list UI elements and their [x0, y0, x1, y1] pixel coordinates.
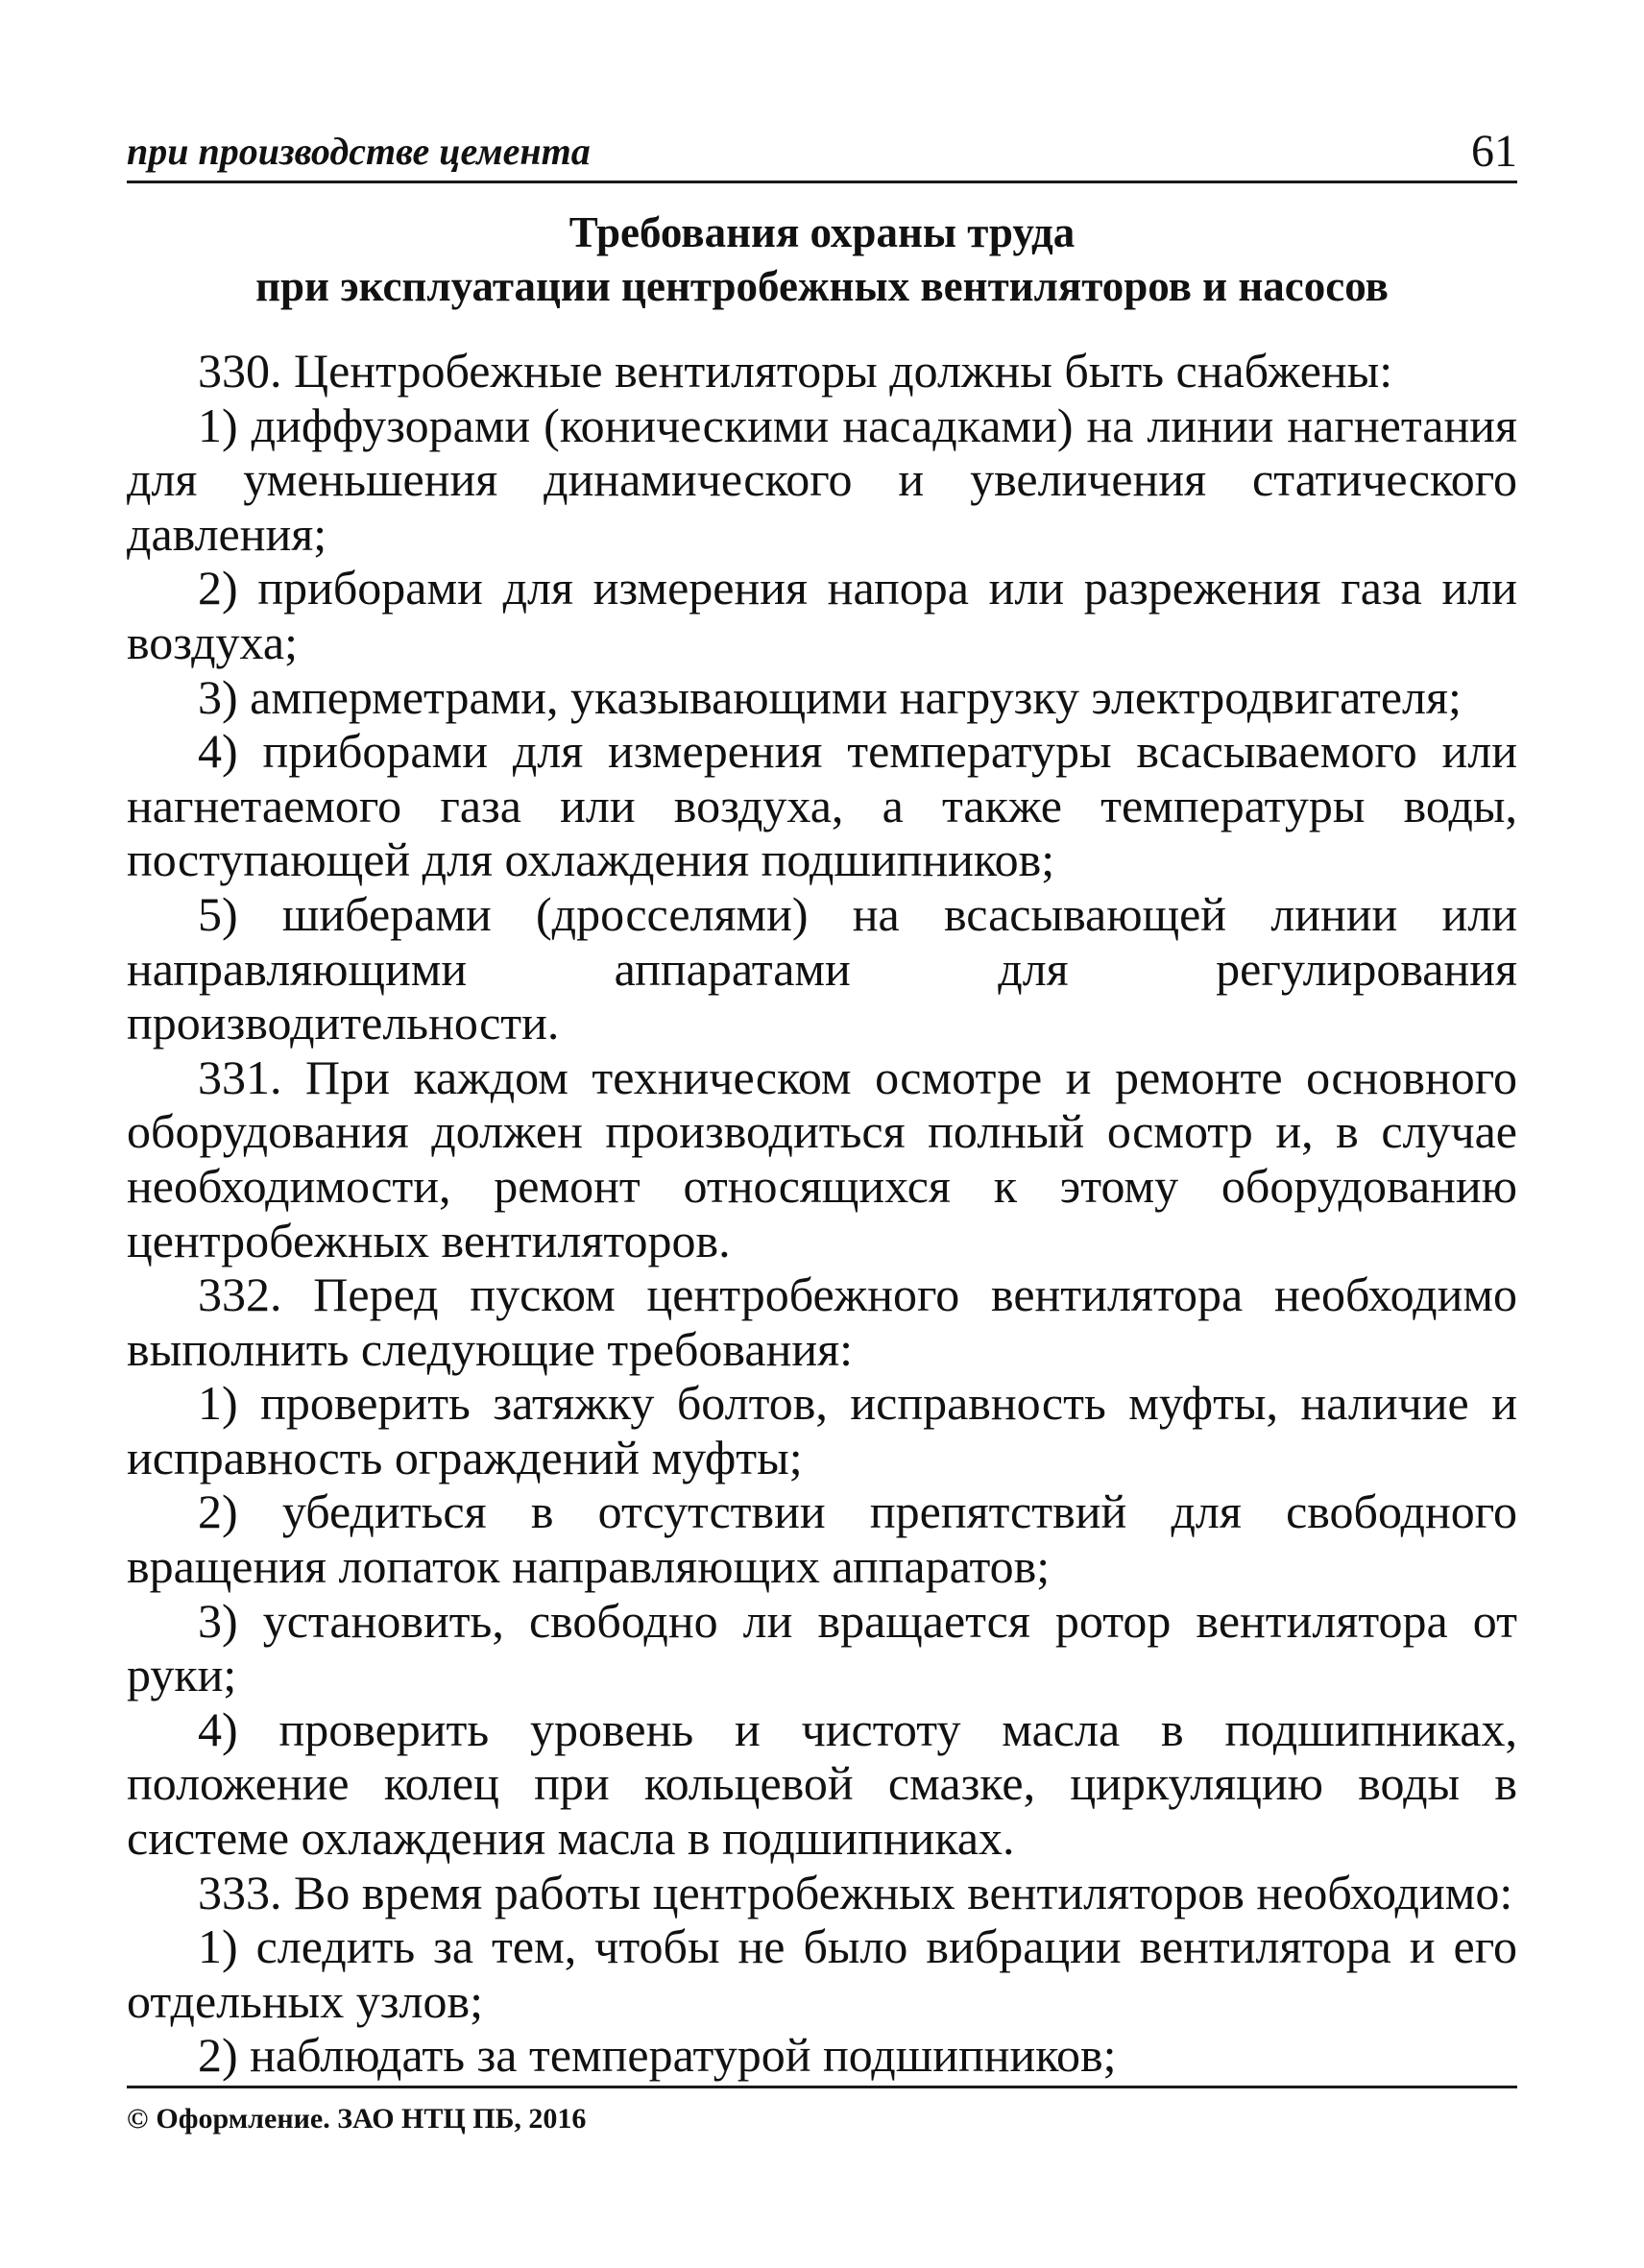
list-item-330-3: 3) амперметрами, указывающими нагрузку электродвигателя; [198, 669, 1462, 724]
list-item-333-2: 2) наблюдать за температурой подшипников; [198, 2028, 1117, 2083]
list-item-332-4: 4) проверить уровень и чистоту масла в подшипниках, положение колец при кольцевой смазке, циркуляцию воды в системе охлаждения масла в подшипниках. [127, 1701, 1517, 1866]
paragraph-330: 330. Центробежные вентиляторы должны быть снабжены: [198, 344, 1393, 398]
section-title [127, 205, 1517, 313]
body-text [127, 344, 1517, 2083]
running-title: при производстве цемента [127, 130, 591, 173]
paragraph-333: 333. Во время работы центробежных вентиляторов необходимо: [198, 1865, 1513, 1919]
list-item-333-1: 1) следить за тем, чтобы не было вибрации вентилятора и его отдельных узлов; [127, 1919, 1517, 2028]
list-item-330-5: 5) шиберами (дросселями) на всасывающей линии или направляющими аппаратами для регулирования производительности. [127, 886, 1517, 1050]
section-title-line-2: при эксплуатации центробежных вентиляторов и насосов [255, 262, 1389, 310]
paragraph-331: 331. При каждом техническом осмотре и ремонте основного оборудования должен производиться полный осмотр и, в случае необходимости, ремонт относящихся к этому оборудованию центробежных вентиляторов. [127, 1050, 1517, 1267]
list-item-332-3: 3) установить, свободно ли вращается ротор вентилятора от руки; [127, 1593, 1517, 1702]
page-number: 61 [1471, 126, 1517, 177]
list-item-332-2: 2) убедиться в отсутствии препятствий для свободного вращения лопаток направляющих аппаратов; [127, 1484, 1517, 1594]
paragraph-332: 332. Перед пуском центробежного вентилятора необходимо выполнить следующие требования: [127, 1267, 1517, 1376]
copyright-icon: © [127, 2103, 149, 2135]
page-footer [127, 2086, 1517, 2136]
section-title-line-1: Требования охраны труда [568, 208, 1076, 256]
footer-text: Оформление. ЗАО НТЦ ПБ, 2016 [156, 2103, 587, 2135]
list-item-330-1: 1) диффузорами (коническими насадками) на линии нагнетания для уменьшения динамического и увеличения статического давления; [127, 398, 1517, 561]
list-item-330-4: 4) приборами для измерения температуры всасываемого или нагнетаемого газа или воздуха, а также температуры воды, поступающей для охлаждения подшипников; [127, 724, 1517, 887]
list-item-330-2: 2) приборами для измерения напора или разрежения газа или воздуха; [127, 561, 1517, 669]
running-header [127, 123, 1517, 183]
list-item-332-1: 1) проверить затяжку болтов, исправность муфты, наличие и исправность ограждений муфты; [127, 1376, 1517, 1484]
